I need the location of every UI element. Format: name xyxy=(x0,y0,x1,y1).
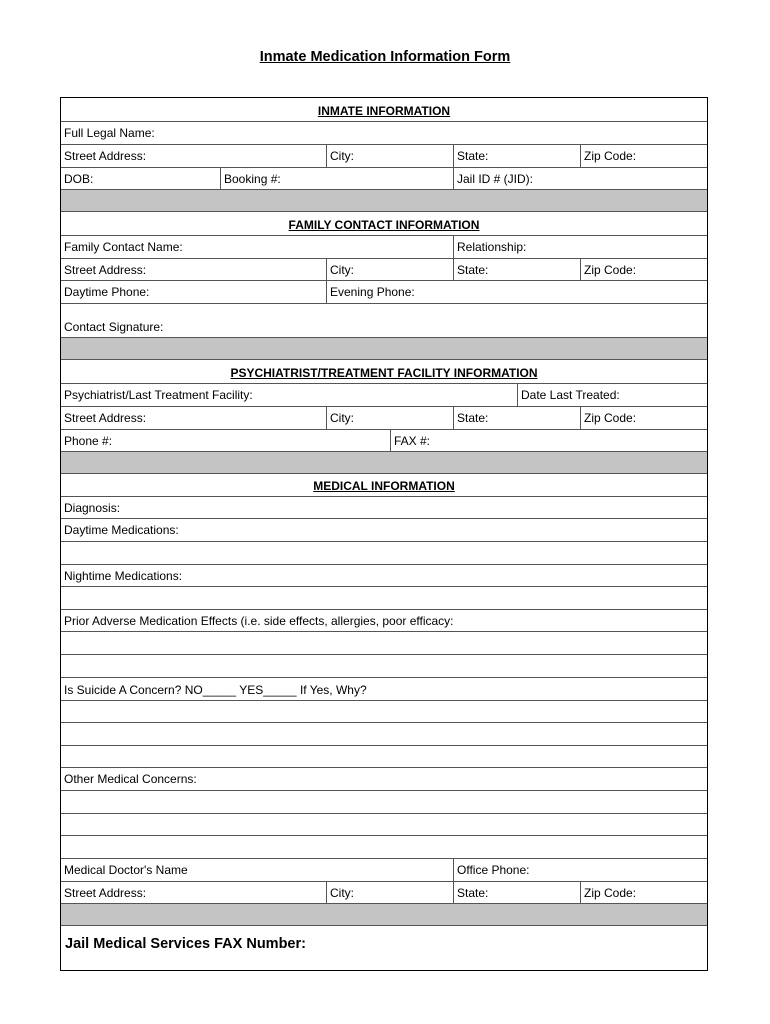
inmate-zip-field[interactable]: Zip Code: xyxy=(580,145,707,167)
daytime-phone-field[interactable]: Daytime Phone: xyxy=(64,285,150,299)
row-psych-facility xyxy=(61,384,707,407)
separator-bar xyxy=(61,904,707,926)
doctor-zip-field[interactable]: Zip Code: xyxy=(580,882,707,903)
doctor-street-address-field[interactable]: Street Address: xyxy=(64,886,147,900)
psych-state-field[interactable]: State: xyxy=(453,407,580,429)
row-suicide-concern xyxy=(61,678,707,701)
adverse-effects-field[interactable]: Prior Adverse Medication Effects (i.e. side effects, allergies, poor efficacy: xyxy=(64,614,454,628)
family-header: FAMILY CONTACT INFORMATION xyxy=(288,218,480,232)
relationship-field[interactable]: Relationship: xyxy=(453,236,707,258)
jail-id-field[interactable]: Jail ID # (JID): xyxy=(453,168,707,189)
daytime-medications-field[interactable]: Daytime Medications: xyxy=(64,523,179,537)
row-family-address xyxy=(61,259,707,281)
inmate-city-field[interactable]: City: xyxy=(326,145,453,167)
separator-bar xyxy=(61,338,707,360)
office-phone-field[interactable]: Office Phone: xyxy=(453,859,707,881)
booking-field[interactable]: Booking #: xyxy=(220,168,453,189)
row-contact-signature xyxy=(61,304,707,338)
row-blank-line[interactable] xyxy=(61,632,707,655)
inmate-street-address-field[interactable]: Street Address: xyxy=(64,149,147,163)
row-blank-line[interactable] xyxy=(61,701,707,723)
row-inmate-address xyxy=(61,145,707,168)
row-nighttime-meds xyxy=(61,565,707,587)
medical-doctor-name-field[interactable]: Medical Doctor's Name xyxy=(64,863,188,877)
medical-section-header xyxy=(61,474,707,497)
family-city-field[interactable]: City: xyxy=(326,259,453,280)
doctor-state-field[interactable]: State: xyxy=(453,882,580,903)
row-daytime-meds xyxy=(61,519,707,542)
psych-phone-field[interactable]: Phone #: xyxy=(64,434,113,448)
doctor-city-field[interactable]: City: xyxy=(326,882,453,903)
full-legal-name-field[interactable]: Full Legal Name: xyxy=(64,126,155,140)
diagnosis-field[interactable]: Diagnosis: xyxy=(64,501,121,515)
family-section-header xyxy=(61,212,707,236)
row-doctor xyxy=(61,859,707,882)
form-title: Inmate Medication Information Form xyxy=(259,49,511,65)
row-adverse-effects xyxy=(61,610,707,632)
row-inmate-ids xyxy=(61,168,707,190)
row-psych-phones xyxy=(61,430,707,452)
row-family-phones xyxy=(61,281,707,304)
inmate-state-field[interactable]: State: xyxy=(453,145,580,167)
separator-bar xyxy=(61,452,707,474)
row-blank-line[interactable] xyxy=(61,791,707,814)
other-medical-concerns-field[interactable]: Other Medical Concerns: xyxy=(64,772,197,786)
inmate-header: INMATE INFORMATION xyxy=(317,104,451,118)
row-blank-line[interactable] xyxy=(61,655,707,678)
treatment-facility-field[interactable]: Psychiatrist/Last Treatment Facility: xyxy=(64,388,253,402)
suicide-concern-field[interactable]: Is Suicide A Concern? NO_____ YES_____ If Yes, Why? xyxy=(64,683,367,697)
psych-zip-field[interactable]: Zip Code: xyxy=(580,407,707,429)
family-street-address-field[interactable]: Street Address: xyxy=(64,263,147,277)
psych-city-field[interactable]: City: xyxy=(326,407,453,429)
date-last-treated-field[interactable]: Date Last Treated: xyxy=(517,384,707,406)
psych-street-address-field[interactable]: Street Address: xyxy=(64,411,147,425)
inmate-section-header xyxy=(61,98,707,122)
family-contact-name-field[interactable]: Family Contact Name: xyxy=(64,240,183,254)
footer-row xyxy=(61,926,707,970)
row-psych-address xyxy=(61,407,707,430)
psych-fax-field[interactable]: FAX #: xyxy=(390,430,707,451)
dob-field[interactable]: DOB: xyxy=(64,172,94,186)
row-diagnosis xyxy=(61,497,707,519)
row-blank-line[interactable] xyxy=(61,542,707,565)
row-blank-line[interactable] xyxy=(61,814,707,836)
psych-header: PSYCHIATRIST/TREATMENT FACILITY INFORMATION xyxy=(230,366,538,380)
row-blank-line[interactable] xyxy=(61,587,707,610)
psych-section-header xyxy=(61,360,707,384)
row-blank-line[interactable] xyxy=(61,836,707,859)
row-family-contact xyxy=(61,236,707,259)
row-doctor-address xyxy=(61,882,707,904)
form-frame xyxy=(60,97,708,971)
family-state-field[interactable]: State: xyxy=(453,259,580,280)
family-zip-field[interactable]: Zip Code: xyxy=(580,259,707,280)
medical-header: MEDICAL INFORMATION xyxy=(313,479,455,493)
row-other-concerns xyxy=(61,768,707,791)
jail-medical-fax-label: Jail Medical Services FAX Number: xyxy=(65,936,306,952)
row-blank-line[interactable] xyxy=(61,746,707,768)
nighttime-medications-field[interactable]: Nightime Medications: xyxy=(64,569,183,583)
row-full-legal-name xyxy=(61,122,707,145)
row-blank-line[interactable] xyxy=(61,723,707,746)
separator-bar xyxy=(61,190,707,212)
evening-phone-field[interactable]: Evening Phone: xyxy=(326,281,707,303)
contact-signature-field[interactable]: Contact Signature: xyxy=(64,320,164,334)
